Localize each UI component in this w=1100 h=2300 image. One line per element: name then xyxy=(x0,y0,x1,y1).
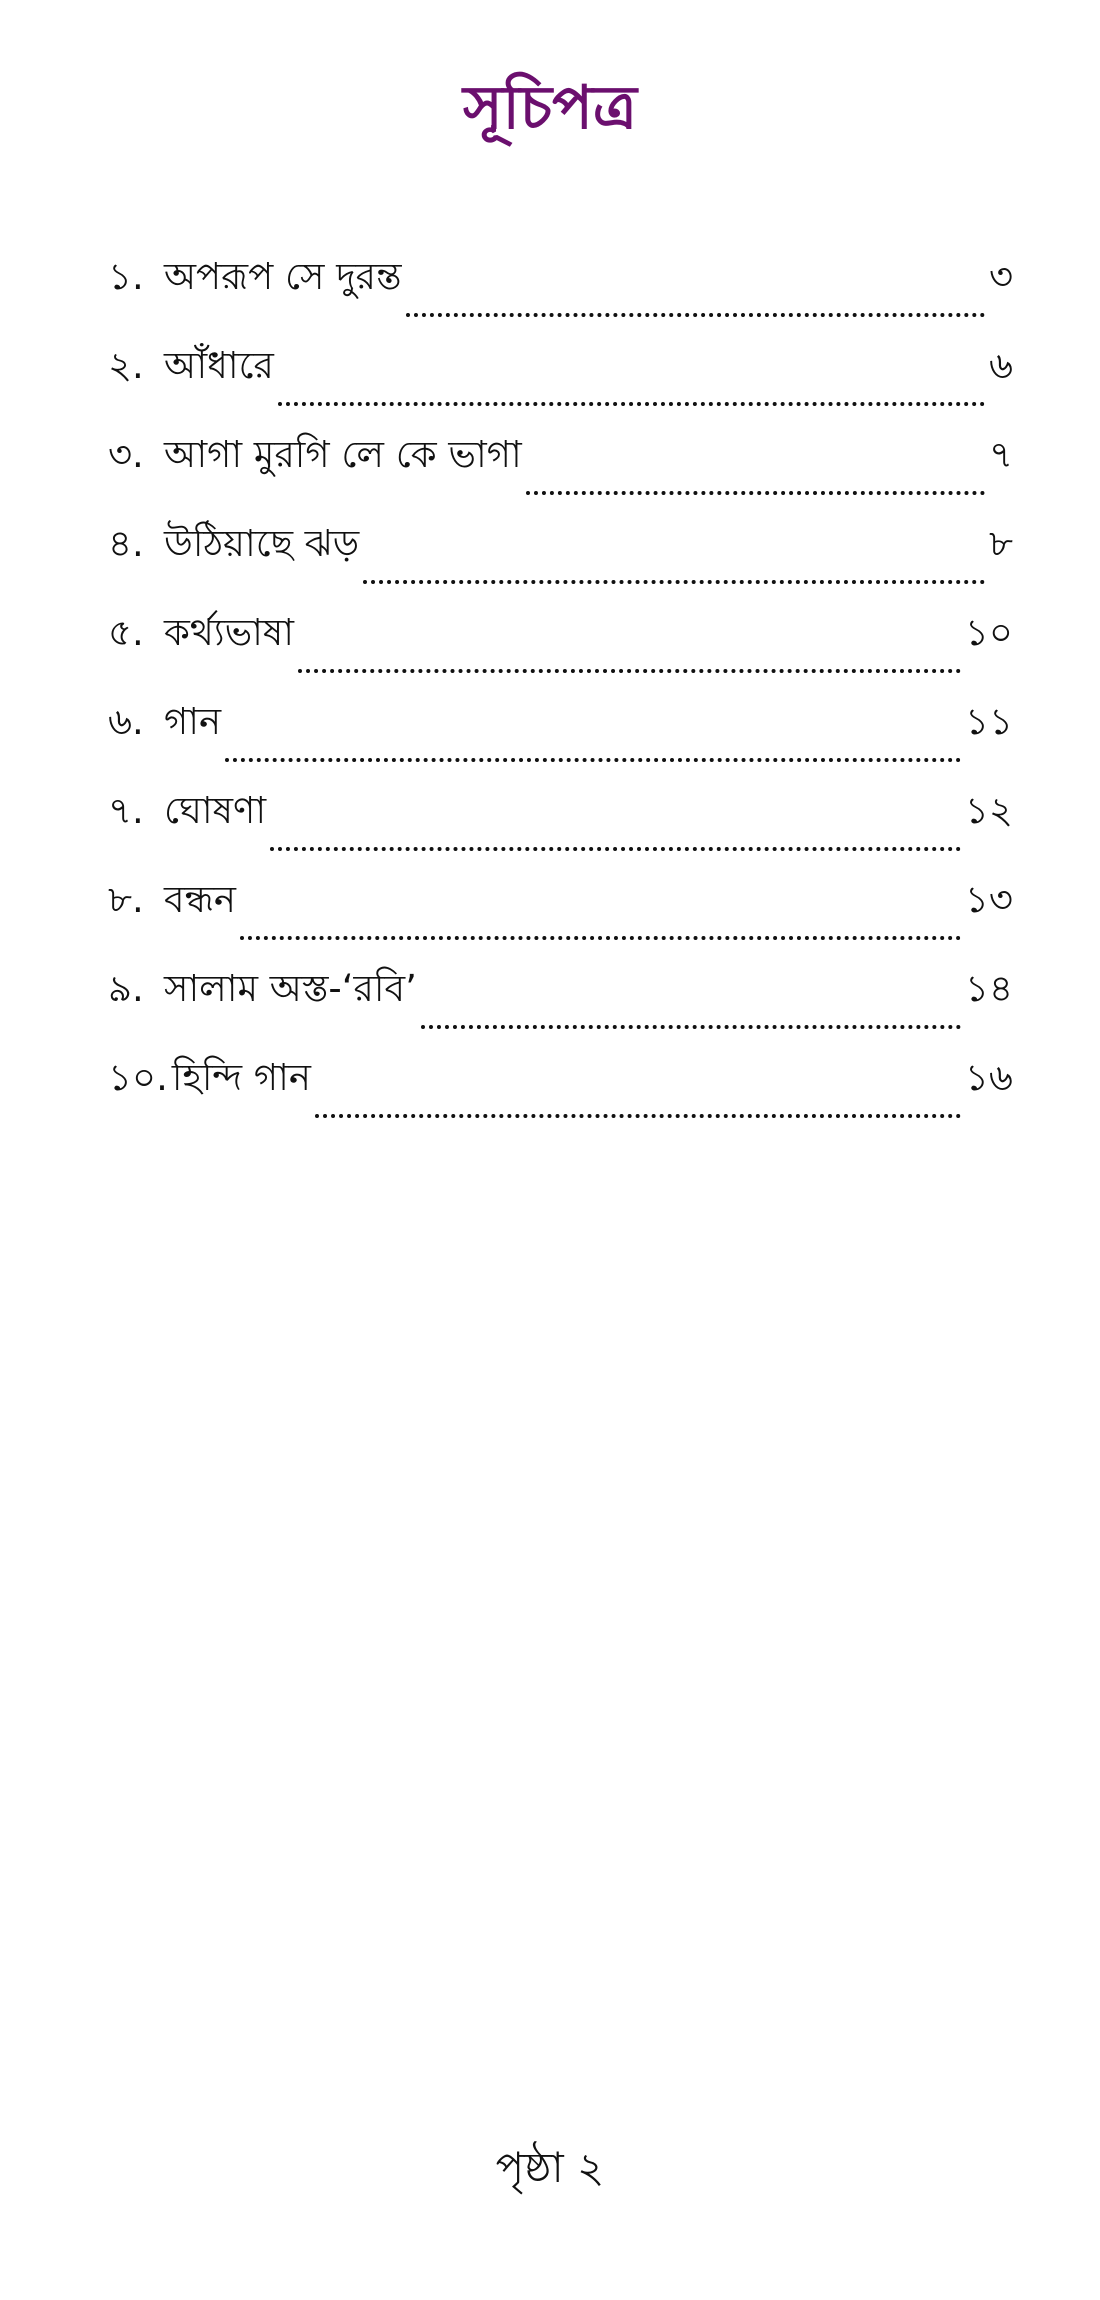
entry-title: সালাম অস্ত-‘রবি’ xyxy=(164,967,417,1010)
entry-page-number: ১১ xyxy=(964,700,1013,743)
toc-entry[interactable] xyxy=(108,691,1013,780)
dot-leader xyxy=(225,752,961,762)
entry-title: কর্থ্যভাষা xyxy=(164,611,295,654)
dot-leader xyxy=(315,1108,961,1118)
page-number-footer: পৃষ্ঠা ২ xyxy=(495,2143,605,2192)
toc-entry[interactable] xyxy=(108,1047,1013,1136)
toc-entry[interactable] xyxy=(108,513,1013,602)
toc-entry[interactable] xyxy=(108,869,1013,958)
entry-number: ৪. xyxy=(108,522,144,565)
table-of-contents xyxy=(108,246,1013,1136)
entry-page-number: ৬ xyxy=(988,344,1013,387)
entry-number: ৮. xyxy=(108,878,144,921)
entry-page-number: ১০ xyxy=(964,611,1013,654)
toc-entry[interactable] xyxy=(108,780,1013,869)
entry-page-number: ৭ xyxy=(988,433,1013,476)
entry-page-number: ১২ xyxy=(964,789,1013,832)
entry-title: বন্ধন xyxy=(164,878,236,921)
dot-leader xyxy=(270,841,961,851)
entry-title: গান xyxy=(164,700,222,743)
dot-leader xyxy=(363,574,985,584)
entry-number: ৫. xyxy=(108,611,144,654)
toc-entry[interactable] xyxy=(108,602,1013,691)
entry-page-number: ৩ xyxy=(988,255,1013,298)
entry-title: অপরূপ সে দুরন্ত xyxy=(164,255,402,298)
toc-entry[interactable] xyxy=(108,335,1013,424)
toc-entry[interactable] xyxy=(108,958,1013,1047)
toc-entry[interactable] xyxy=(108,424,1013,513)
entry-number: ২. xyxy=(108,344,144,387)
entry-title: ঘোষণা xyxy=(164,789,267,832)
entry-title: আঁধারে xyxy=(164,344,274,387)
entry-title: উঠিয়াছে ঝড় xyxy=(164,522,360,565)
dot-leader xyxy=(421,1019,961,1029)
entry-number: ৩. xyxy=(108,433,144,476)
entry-page-number: ১৩ xyxy=(964,878,1013,921)
entry-page-number: ৮ xyxy=(988,522,1013,565)
dot-leader xyxy=(526,485,985,495)
dot-leader xyxy=(278,396,985,406)
entry-number: ৯. xyxy=(108,967,144,1010)
entry-number: ১. xyxy=(108,255,144,298)
entry-title: আগা মুরগি লে কে ভাগা xyxy=(164,433,522,476)
entry-number: ৭. xyxy=(108,789,144,832)
entry-page-number: ১৪ xyxy=(964,967,1013,1010)
dot-leader xyxy=(240,930,961,940)
entry-number: ১০. xyxy=(108,1056,168,1099)
page-title: সূচিপত্র xyxy=(463,73,637,143)
dot-leader xyxy=(406,307,985,317)
entry-title: হিন্দি গান xyxy=(171,1056,311,1099)
entry-page-number: ১৬ xyxy=(964,1056,1013,1099)
entry-number: ৬. xyxy=(108,700,144,743)
toc-entry[interactable] xyxy=(108,246,1013,335)
dot-leader xyxy=(298,663,961,673)
